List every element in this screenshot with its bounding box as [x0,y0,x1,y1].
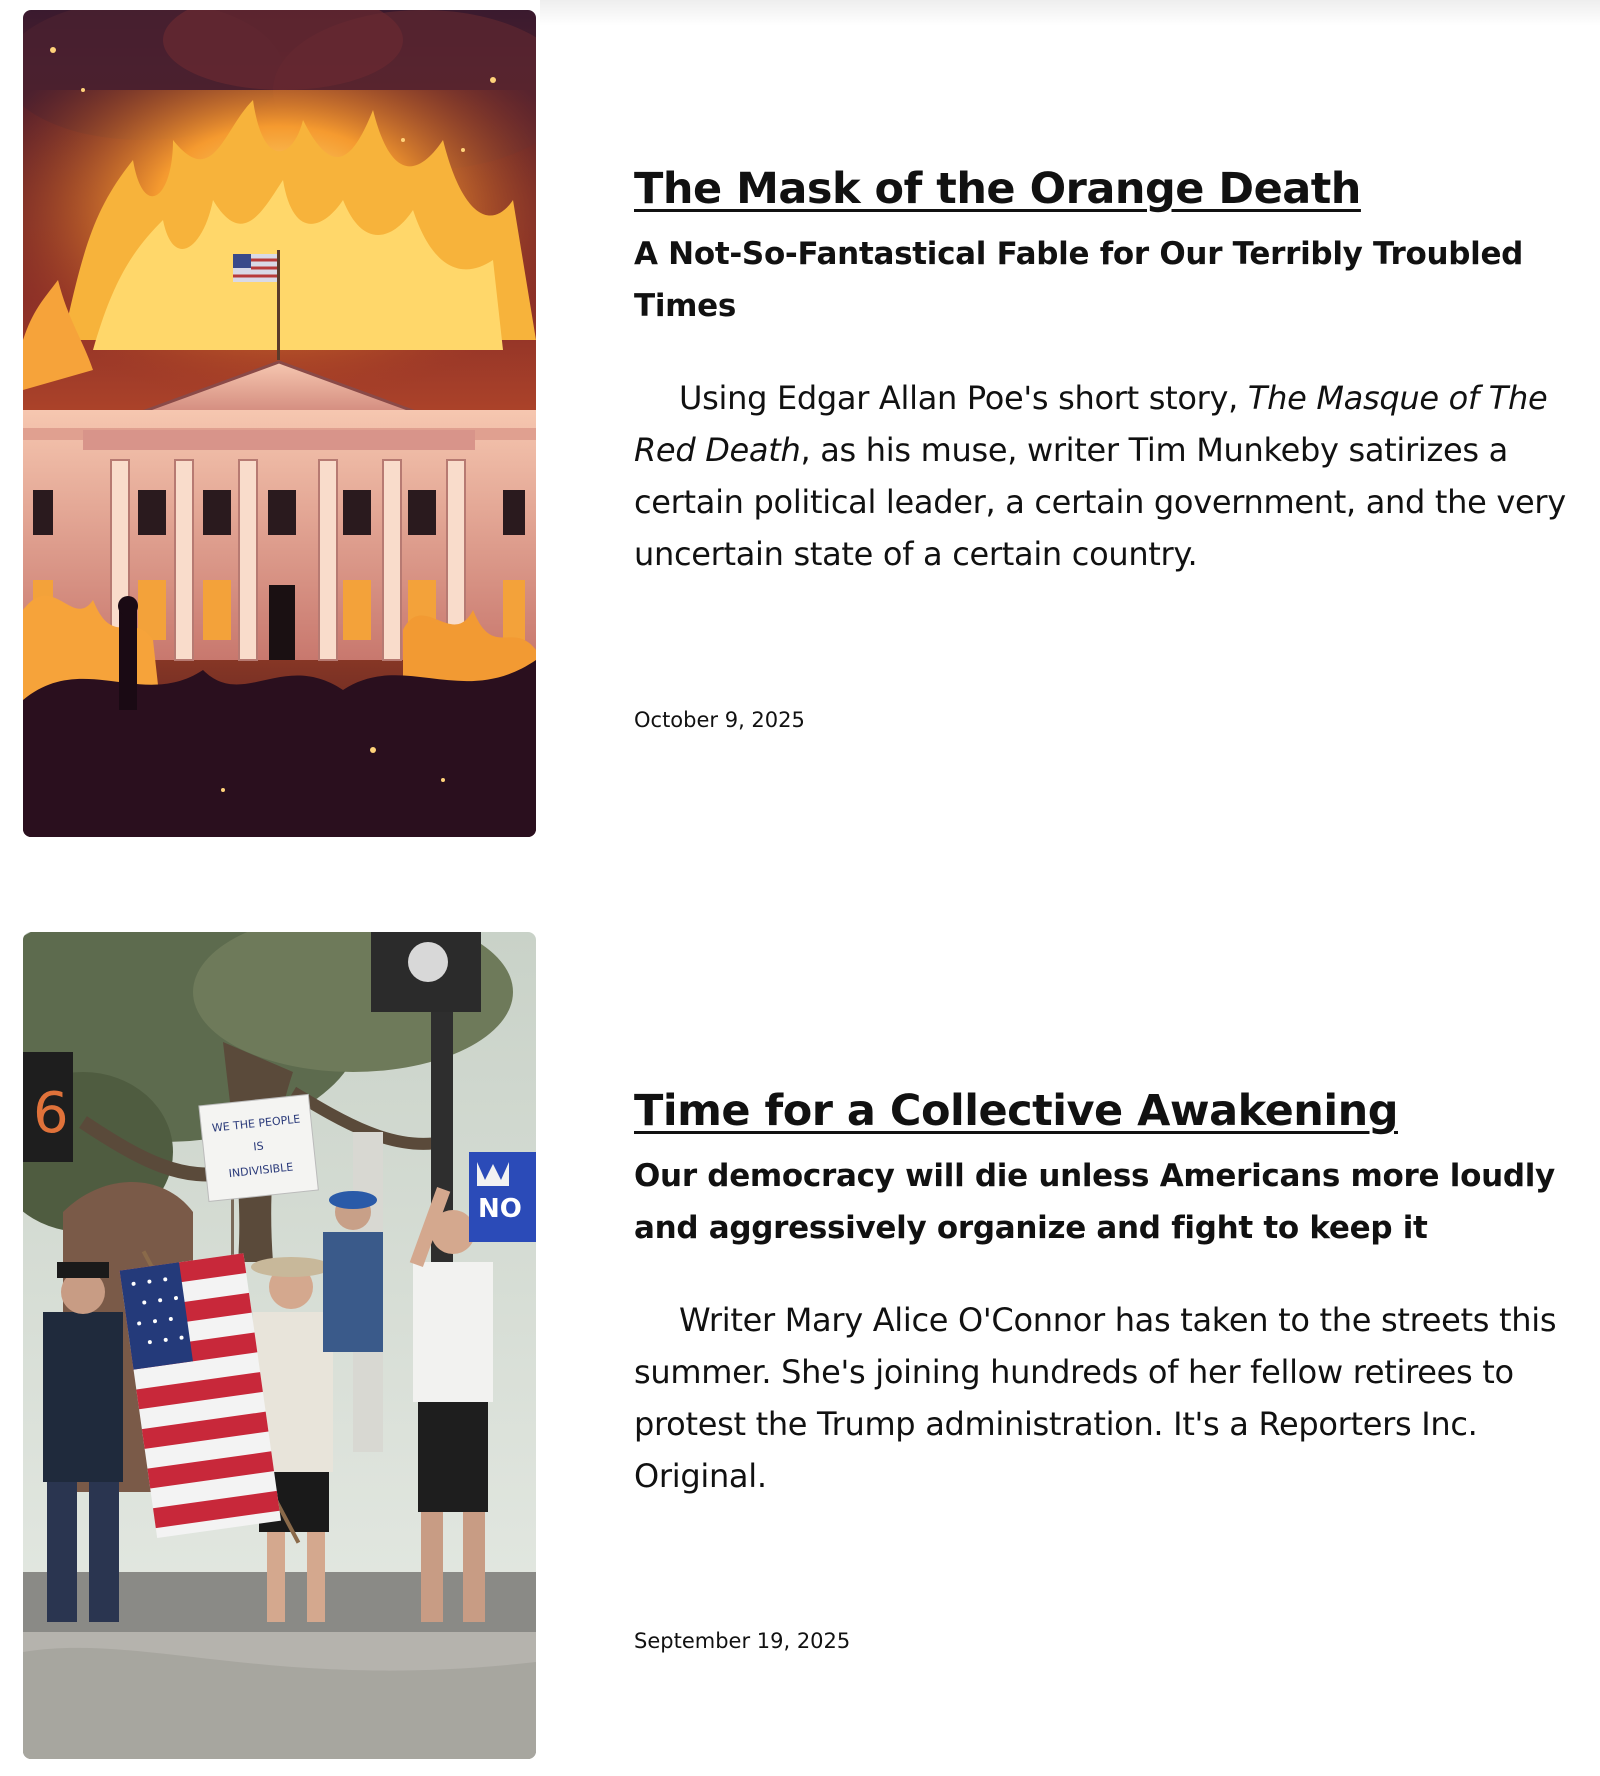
protest-photo-image [23,932,536,1759]
sign-line-3: INDIVISIBLE [228,1160,294,1181]
post-description [634,372,1584,580]
post-description: Writer Mary Alice O'Connor has taken to the streets this summer. She's joining hundreds of her fellow retirees to protest the Trump administration. It's a Reporters Inc. Original. [634,1301,1557,1495]
post-title-link[interactable]: The Mask of the Orange Death [634,164,1361,214]
description-italic-title: The Masque of The Red Death [634,379,1548,469]
post-text [634,1086,1584,1502]
top-edge-shadow [540,0,1600,26]
post-date: September 19, 2025 [634,1629,851,1653]
post-thumbnail-burning-white-house[interactable] [23,10,536,837]
burning-white-house-image [23,10,536,837]
post-date: October 9, 2025 [634,708,805,732]
sign-line-1: WE THE PEOPLE [211,1112,301,1135]
blue-sign-text: NO [478,1194,522,1224]
description-text-end: , as his muse, writer Tim Munkeby satirizes a certain political leader, a certain government, and the very uncertain state of a certain country. [634,431,1566,573]
sign-line-2: IS [252,1139,265,1154]
description-text: Using Edgar Allan Poe's short story, [679,379,1248,417]
post-thumbnail-protest[interactable] [23,932,536,1759]
post-subtitle: A Not-So-Fantastical Fable for Our Terribly Troubled Times [634,236,1524,324]
post-title-link[interactable]: Time for a Collective Awakening [634,1086,1398,1136]
post-subtitle: Our democracy will die unless Americans more loudly and aggressively organize and fight to keep it [634,1158,1555,1246]
signal-digit: 6 [33,1081,69,1146]
post-text [634,164,1584,580]
